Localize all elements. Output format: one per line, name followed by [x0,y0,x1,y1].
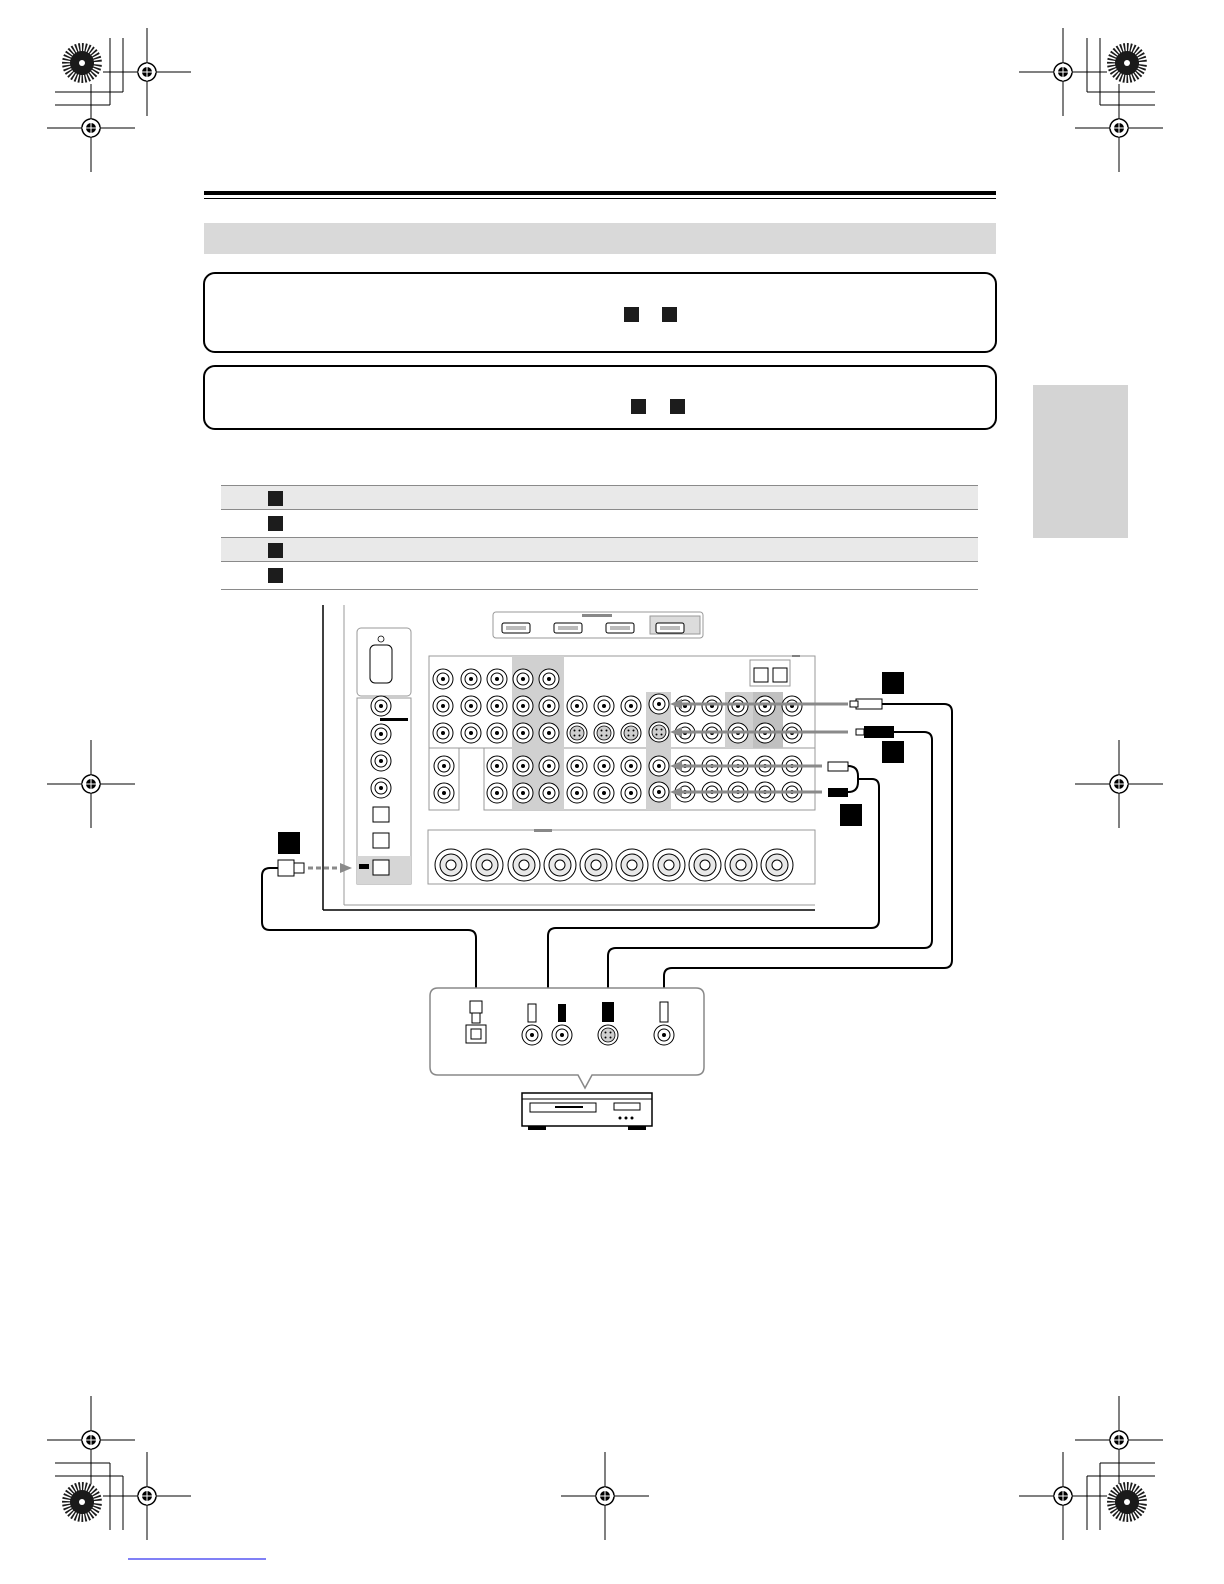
registration-starburst-icon [62,1482,102,1522]
speaker-terminal-icon [653,849,685,881]
rca-jack-icon [621,756,641,776]
speaker-terminal-icon [689,849,721,881]
speaker-terminal-icon [761,849,793,881]
rca-jack-icon [621,696,641,716]
s-video-jack-icon [598,1025,618,1045]
rca-jack-icon [594,696,614,716]
hdmi-port-icon [606,623,634,633]
rca-jack-icon [567,783,587,803]
rca-jack-icon [434,783,454,803]
rca-jack-icon [513,723,533,743]
s-video-jack-icon [594,723,614,743]
registration-mark-icon [103,28,191,116]
registration-starburst-icon [62,43,102,83]
registration-starburst-icon [1107,43,1147,83]
rca-jack-icon [433,696,453,716]
rca-jack-icon [487,669,507,689]
s-video-jack-icon [567,723,587,743]
rca-jack-icon [649,694,669,714]
registration-mark-icon [1075,1396,1163,1484]
rca-jack-icon [371,778,391,798]
rca-jack-icon [433,669,453,689]
rca-jack-icon [755,696,775,716]
registration-mark-icon [1019,28,1107,116]
registration-mark-icon [47,740,135,828]
callout-a-icon [882,672,904,694]
registration-mark-icon [1019,1452,1107,1540]
rca-jack-icon [434,756,454,776]
registration-mark-icon [561,1452,649,1540]
rca-jack-icon [371,696,391,716]
rca-jack-icon [649,782,669,802]
registration-starburst-icon [1107,1482,1147,1522]
hdmi-port-icon [502,623,530,633]
rca-jack-icon [649,756,669,776]
speaker-terminal-icon [580,849,612,881]
rca-jack-icon [594,756,614,776]
rca-jack-icon [513,783,533,803]
rca-jack-icon [513,756,533,776]
rca-jack-icon [567,696,587,716]
rca-jack-icon [513,669,533,689]
speaker-terminal-icon [471,849,503,881]
rca-jack-icon [513,696,533,716]
vcr-device-icon [522,1093,652,1130]
s-video-jack-icon [649,722,669,742]
registration-mark-icon [47,84,135,172]
callout-c-icon [840,804,862,826]
callout-d-icon [278,832,300,854]
rca-jack-icon [621,783,641,803]
receiver-rear-panel [323,605,815,910]
speaker-terminal-icon [508,849,540,881]
rca-jack-icon [371,724,391,744]
rca-jack-icon [487,723,507,743]
optical-port-icon [373,860,389,875]
callout-b-icon [882,741,904,763]
rca-jack-icon [567,756,587,776]
rca-jack-icon [487,696,507,716]
hdmi-port-icon [656,623,684,633]
rca-jack-icon [728,696,748,716]
optical-port-icon [373,807,389,822]
rca-jack-icon [654,1025,674,1045]
rca-jack-icon [539,696,559,716]
speaker-terminal-icon [616,849,648,881]
rca-jack-icon [539,783,559,803]
rca-jack-icon [539,669,559,689]
speaker-terminal-icon [435,849,467,881]
hdmi-port-icon [554,623,582,633]
rca-jack-icon [522,1025,542,1045]
rca-jack-icon [487,756,507,776]
rca-jack-icon [487,783,507,803]
rca-jack-icon [371,751,391,771]
rca-jack-icon [594,783,614,803]
registration-mark-icon [1075,84,1163,172]
speaker-terminal-icon [544,849,576,881]
rca-jack-icon [461,669,481,689]
rca-jack-icon [539,756,559,776]
device-connector-panel [430,988,704,1088]
rca-jack-icon [539,723,559,743]
speaker-terminal-icon [725,849,757,881]
registration-mark-icon [103,1452,191,1540]
rca-jack-icon [702,696,722,716]
rca-jack-icon [552,1025,572,1045]
registration-mark-icon [1075,740,1163,828]
rca-jack-icon [433,723,453,743]
rca-jack-icon [461,696,481,716]
rca-jack-icon [782,696,802,716]
registration-mark-icon [47,1396,135,1484]
optical-port-icon [373,833,389,848]
rca-jack-icon [461,723,481,743]
s-video-jack-icon [621,723,641,743]
